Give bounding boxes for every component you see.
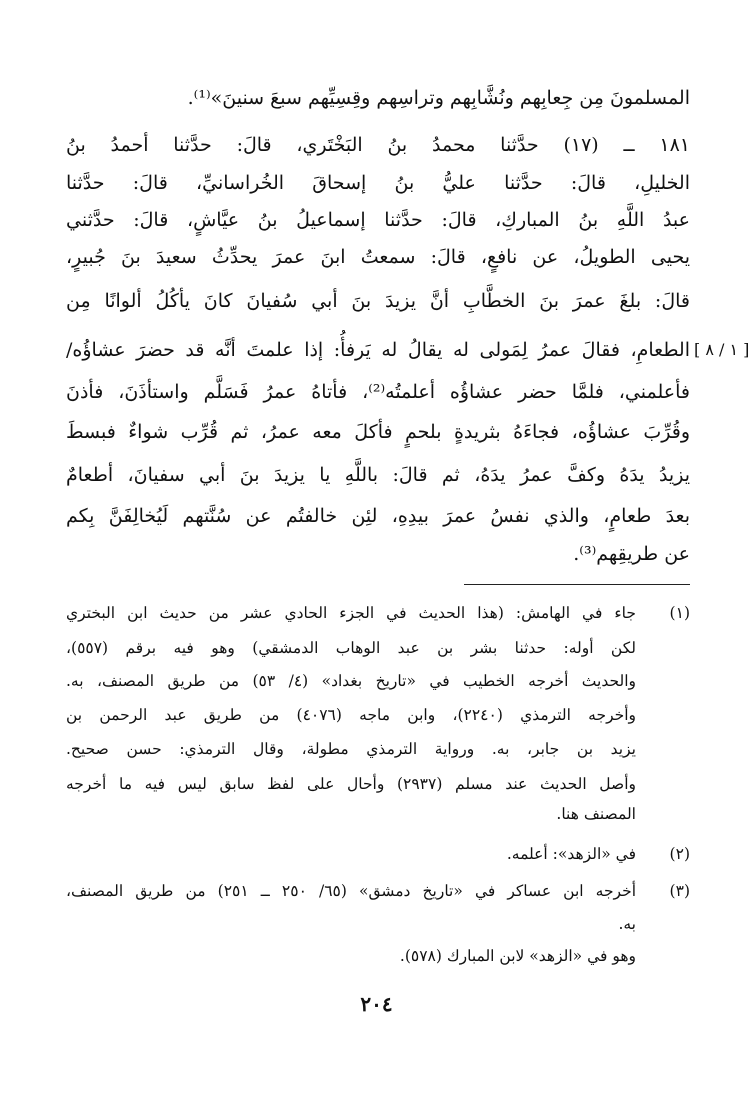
footnote-number: (٣) xyxy=(669,882,690,900)
footnote-text: في «الزهد»: أعلمه. xyxy=(506,845,636,863)
footnote-text: وأصل الحديث عند مسلم (٢٩٣٧) وأحال على لفظ سابق ليس فيه ما أخرجه xyxy=(66,775,636,793)
footnote-text: أخرجه ابن عساكر في «تاريخ دمشق» (٦٥/ ٢٥٠ ــ ٢٥١) من طريق المصنف، xyxy=(66,882,636,900)
footnote-text: وأخرجه الترمذي (٢٢٤٠)، وابن ماجه (٤٠٧٦) من طريق عبد الرحمن بن xyxy=(66,706,636,724)
footnote-line xyxy=(66,666,690,696)
footnote-number: (١) xyxy=(669,604,690,622)
footnote-line xyxy=(66,941,690,971)
main-text-line-8: فأعلمني، فلمَّا حضر عشاؤُه أعلمتُه⁽²⁾، فأتاهُ عمرُ فَسَلَّم واستأذَنَ، فأذنَ xyxy=(66,381,690,403)
footnote-line xyxy=(66,799,690,829)
main-text-line-5: يحيى الطويلُ، عن نافعٍ، قالَ: سمعتُ ابنَ عمرَ يحدِّثُ سعيدَ بنَ جُبيرٍ، xyxy=(66,246,690,268)
footnote-line xyxy=(66,700,690,730)
footnote-line xyxy=(66,598,690,628)
footnote-line xyxy=(66,769,690,799)
footnote-text: وهو في «الزهد» لابن المبارك (٥٧٨). xyxy=(399,947,636,965)
footnote-text: به. xyxy=(618,915,636,933)
footnote-text: جاء في الهامش: (هذا الحديث في الجزء الحادي عشر من حديث ابن البختري xyxy=(66,604,636,622)
footnote-divider xyxy=(464,584,690,585)
margin-reference: [ ١ / ٨ ] xyxy=(694,340,750,359)
main-text-line-9: وقُرِّبَ عشاؤُه، فجاءَهُ بثريدةٍ بلحمٍ فأكلَ معه عمرُ، ثم قُرِّب شواءٌ فبسطَ xyxy=(66,421,690,443)
main-text-line-6: قالَ: بلغَ عمرَ بنَ الخطَّابِ أنَّ يزيدَ بنَ أبي سُفيانَ كانَ يأكُلُ ألوانًا مِن xyxy=(66,290,690,312)
main-text-line-3: الخليلِ، قالَ: حدَّثنا عليُّ بنُ إسحاقَ الخُراسانيِّ، قالَ: حدَّثنا xyxy=(66,172,690,194)
footnote-text: يزيد بن جابر، به. ورواية الترمذي مطولة، وقال الترمذي: حسن صحيح. xyxy=(66,740,636,758)
footnote-line xyxy=(66,909,690,939)
main-text-line-10: يزيدُ يدَهُ وكفَّ عمرُ يدَهُ، ثم قالَ: باللَّهِ يا يزيدَ بنَ أبي سفيانَ، أطعامٌ xyxy=(66,464,690,486)
page-number: ٢٠٤ xyxy=(360,992,393,1016)
footnote-number: (٢) xyxy=(669,845,690,863)
main-text-line-7: الطعامِ، فقالَ عمرُ لِمَولى له يقالُ له يَرفأُ: إذا علمتَ أنَّه قد حضرَ عشاؤُه/ xyxy=(66,339,690,361)
main-text-line-1: المسلمونَ مِن جِعابِهم ونُشَّابِهم وتراسِهم وقِسِيِّهم سبعَ سنينَ»⁽¹⁾. xyxy=(187,87,690,109)
footnote-line xyxy=(66,633,690,663)
footnote-line xyxy=(66,839,690,869)
footnote-line xyxy=(66,734,690,764)
main-text-line-11: بعدَ طعامٍ، والذي نفسُ عمرَ بيدِهِ، لئِن خالفتُم عن سُنَّتهم لَيُخالِفَنَّ بِكم xyxy=(66,505,690,527)
footnote-text: لكن أوله: حدثنا بشر بن عبد الوهاب الدمشقي) وهو فيه برقم (٥٥٧)، xyxy=(66,639,636,657)
footnote-text: المصنف هنا. xyxy=(556,805,636,823)
footnote-line xyxy=(66,876,690,906)
main-text-line-2: ١٨١ ــ (١٧) حدَّثنا محمدُ بنُ البَخْتَري، قالَ: حدَّثنا أحمدُ بنُ xyxy=(66,134,690,156)
main-text-line-4: عبدُ اللَّهِ بنُ المباركِ، قالَ: حدَّثنا إسماعيلُ بنُ عيَّاشٍ، قالَ: حدَّثني xyxy=(66,209,690,231)
footnote-text: والحديث أخرجه الخطيب في «تاريخ بغداد» (٤/ ٥٣) من طريق المصنف، به. xyxy=(66,672,636,690)
main-text-line-12: عن طريقِهم⁽³⁾. xyxy=(573,543,690,565)
